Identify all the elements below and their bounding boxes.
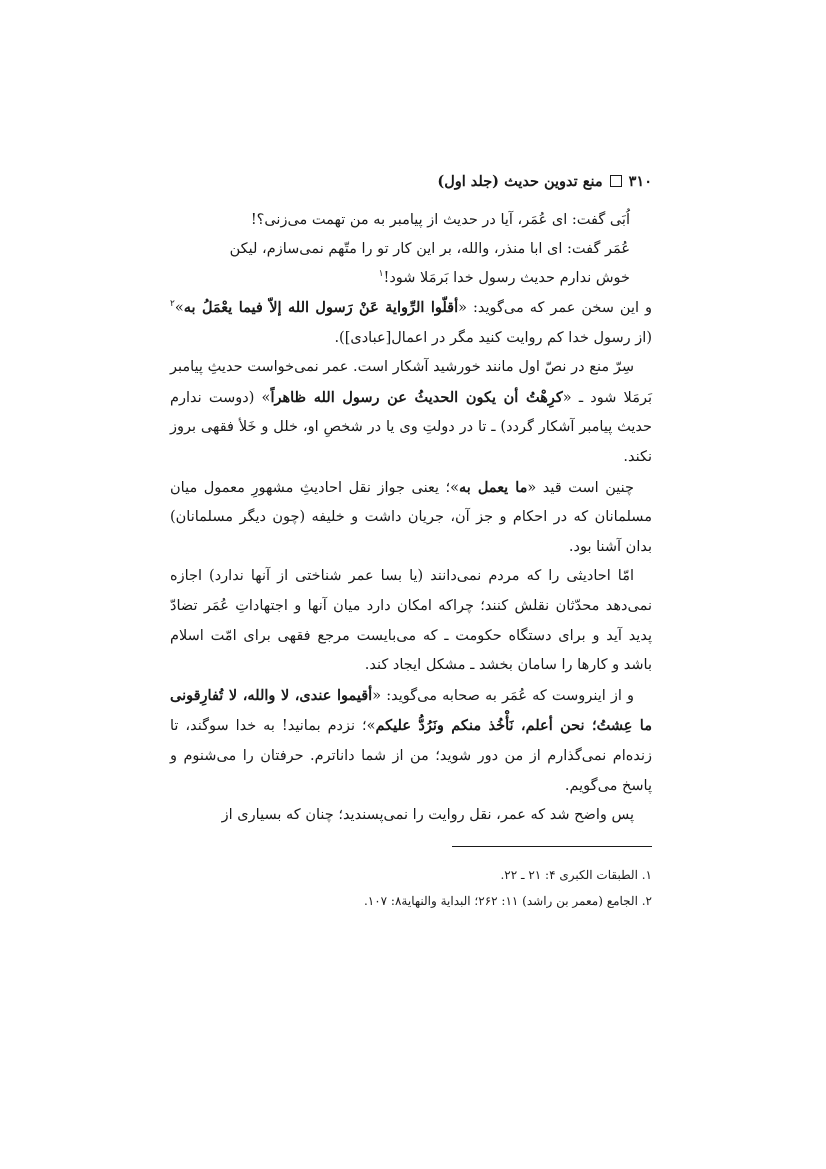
arabic-quote: ما یعمل به [459, 478, 528, 496]
quote-line: عُمَر گفت: ای ابا منذر، والله، بر این کار تو را متّهم نمی‌سازم، لیکن [229, 241, 630, 257]
paragraph: امّا احادیثی را که مردم نمی‌دانند (یا بسا عمر شناختی از آنها ندارد) اجازه نمی‌دهد محدّثان نقلش کنند؛ چراکه امکان دارد میان آنها و اجتهاداتِ عُمَر تضادّ پدید آید و برای دستگاه حکومت ـ که می‌بایست مرجع فقهی برای امّت اسلام باشد و کارها را سامان بخشد ـ مشکل ایجاد کند. [170, 568, 652, 674]
paragraph: پس واضح شد که عمر، نقل روایت را نمی‌پسندید؛ چنان که بسیاری از [221, 807, 634, 824]
quote-line: خوش ندارم حدیث رسول خدا بَرمَلا شود!$^۱$ [378, 269, 630, 286]
dialogue-quote [170, 206, 652, 293]
square-bullet-icon [610, 175, 622, 187]
page-number: ۳۱۰ [628, 172, 652, 190]
footnote-ref: ۱ [378, 269, 384, 280]
footnote-ref: ۲ [170, 299, 175, 310]
footnote: ۲. الجامع (معمر بن راشد) ۱۱: ۲۶۲؛ البدایة والنهایة۸: ۱۰۷. [363, 894, 652, 908]
footnote: ۱. الطبقات الکبری ۴: ۲۱ ـ ۲۲. [500, 868, 652, 882]
paragraph: سِرّ منع در نصّ اول مانند خورشید آشکار است. عمر نمی‌خواست حدیثِ پیامبر بَرمَلا شود ـ «کرِهْتُ أن یکون الحدیثُ عن رسول الله ظاهراً» (دوست ندارم حدیث پیامبر آشکار گردد) ـ تا در دولتِ وی یا در شخصِ او، خلل و خَلأ فقهی بروز نکند. [170, 359, 653, 465]
footnote-divider [452, 846, 652, 847]
paragraph: و این سخن عمر که می‌گوید: «أقلّوا الرِّوایة عَنْ رَسول الله إلاّ فیما یعْمَلُ به»$^۲$ (از رسول خدا کم روایت کنید مگر در اعمال[عبادی]). [170, 299, 653, 346]
arabic-quote: أقلّوا الرِّوایة عَنْ رَسول الله إلاّ فیما یعْمَلُ به [183, 299, 459, 316]
paragraph: چنین است قید «ما یعمل به»؛ یعنی جواز نقل احادیثِ مشهورِ معمول میان مسلمانان که در احکام و جز آن، جریان داشت و خلیفه (چون دیگر مسلمانان) بدان آشنا بود. [170, 478, 652, 555]
paragraph: و از اینروست که عُمَر به صحابه می‌گوید: «أقیموا عندی، لا والله، لا تُفارِقونی ما عِشتُ؛ نحن أعلم، نَأْخُذ منکم ونَرُدُّ علیکم»؛ نزدم بمانید! به خدا سوگند، تا زنده‌ام نمی‌گذارم از من دور شوید؛ من از شما داناترم. حرفتان را می‌شنوم و پاسخ می‌گویم. [170, 686, 652, 794]
quote-line: اُبَی گفت: ای عُمَر، آیا در حدیث از پیامبر به من تهمت می‌زنی؟! [250, 212, 630, 228]
running-title: منع تدوین حدیث (جلد اول) [437, 172, 603, 190]
book-page [170, 168, 653, 908]
arabic-quote: أقیموا عندی، لا والله، لا تُفارِقونی ما عِشتُ؛ نحن أعلم، نَأْخُذ منکم ونَرُدُّ علیکم [170, 686, 652, 735]
arabic-quote: کرِهْتُ أن یکون الحدیثُ عن رسول الله ظاهراً [270, 388, 563, 406]
running-header [170, 168, 652, 194]
footnotes [170, 862, 652, 914]
